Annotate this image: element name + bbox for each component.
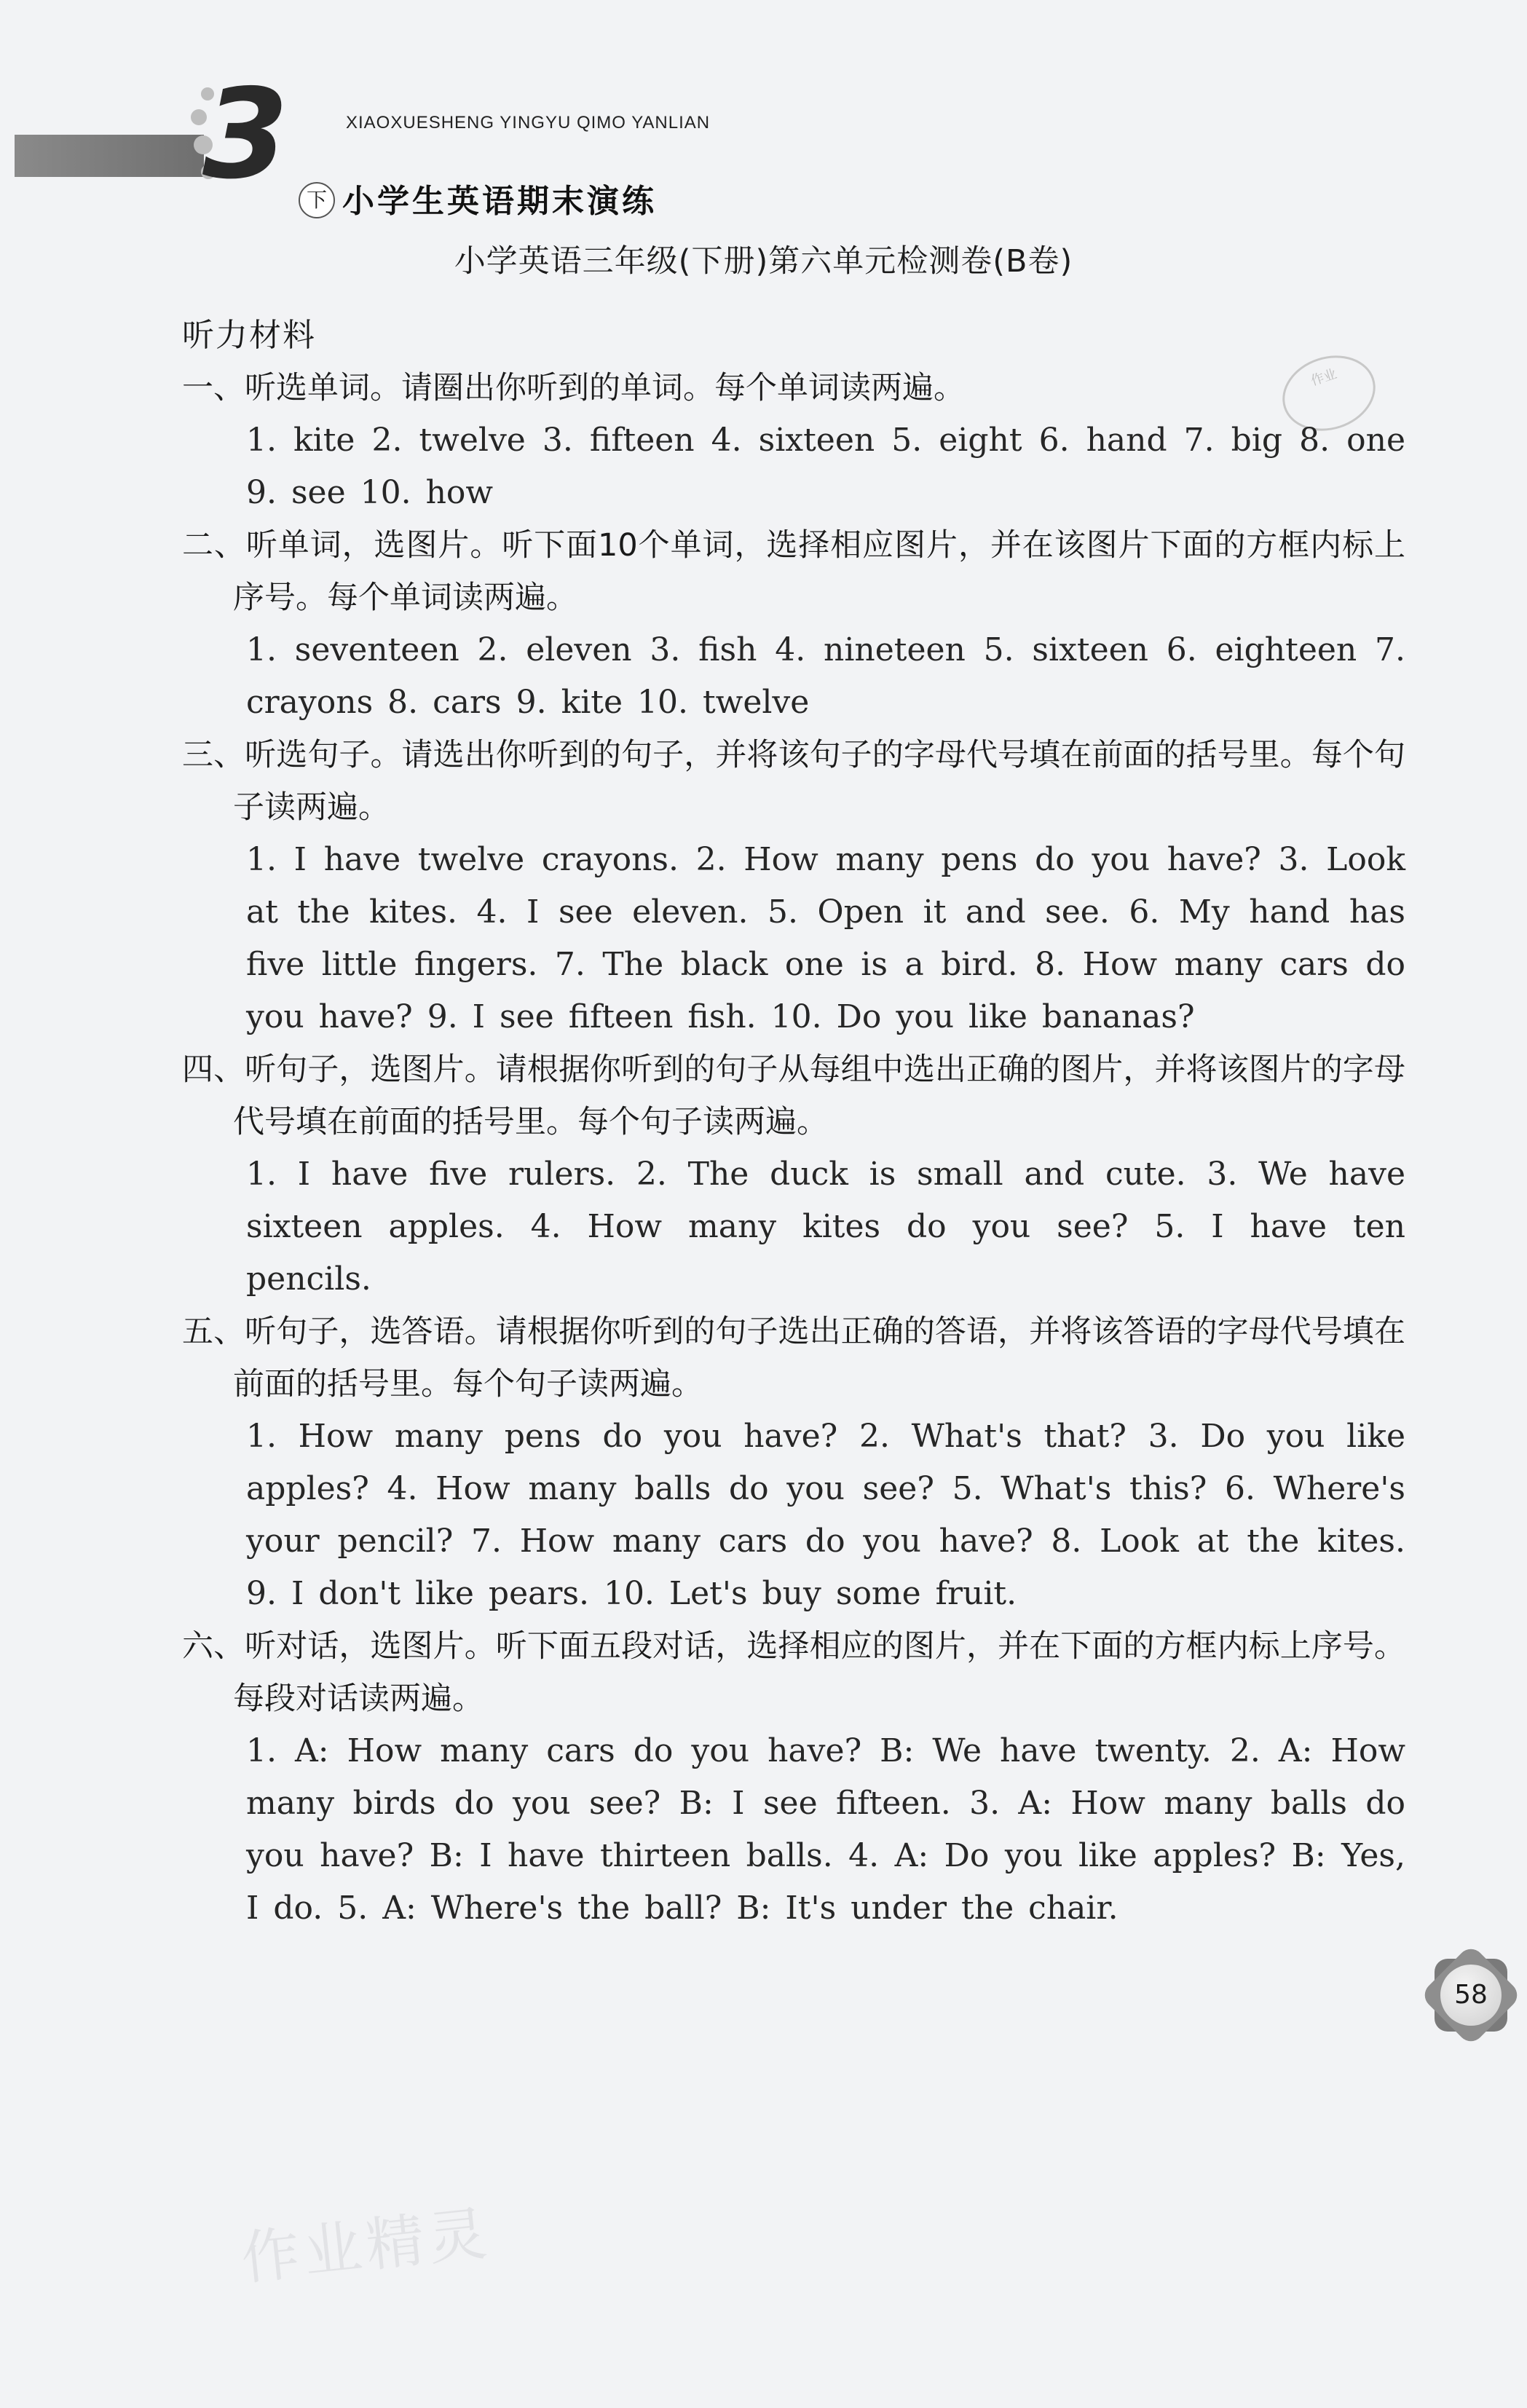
page-header [0, 44, 728, 220]
section-2-title: 二、听单词，选图片。听下面10个单词，选择相应图片，并在该图片下面的方框内标上序号。每个单词读两遍。 [182, 527, 1405, 616]
section-6-title: 六、听对话，选图片。听下面五段对话，选择相应的图片，并在下面的方框内标上序号。每段对话读两遍。 [182, 1628, 1405, 1717]
page-number-badge [1420, 1944, 1522, 2046]
section-4-body: 1. I have five rulers. 2. The duck is small and cute. 3. We have sixteen apples. 4. How many kites do you see? 5. I have ten pencils. [246, 1156, 1405, 1298]
section-5-body: 1. How many pens do you have? 2. What's that? 3. Do you like apples? 4. How many balls do you see? 5. What's this? 6. Where's your pencil? 7. How many cars do you have? 8. Look at the kites. 9. I don't like pears. 10. Let's buy some fruit. [246, 1418, 1405, 1612]
section-5-title: 五、听句子，选答语。请根据你听到的句子选出正确的答语，并将该答语的字母代号填在前面的括号里。每个句子读两遍。 [182, 1314, 1405, 1402]
section-2-body: 1. seventeen 2. eleven 3. fish 4. nineteen 5. sixteen 6. eighteen 7. crayons 8. cars 9. kite 10. twelve [246, 631, 1405, 721]
section-3-body: 1. I have twelve crayons. 2. How many pens do you have? 3. Look at the kites. 4. I see eleven. 5. Open it and see. 6. My hand has five little fingers. 7. The black one is a bird. 8. How many cars do you have? 9. I see fifteen fish. 10. Do you like bananas? [246, 841, 1405, 1035]
page-number: 58 [1440, 1965, 1502, 2026]
header-pinyin: XIAOXUESHENG YINGYU QIMO YANLIAN [346, 113, 711, 133]
section-3-title: 三、听选句子。请选出你听到的句子，并将该句子的字母代号填在前面的括号里。每个句子读两遍。 [182, 737, 1405, 826]
section-6-body: 1. A: How many cars do you have? B: We have twenty. 2. A: How many birds do you see? B: I see fifteen. 3. A: How many balls do you have? B: I have thirteen balls. 4. A: Do you like apples? B: Yes, I do. 5. A: Where's the ball? B: It's under the chair. [246, 1732, 1405, 1927]
header-title: 小学生英语期末演练 [342, 183, 657, 220]
header-bar [15, 135, 204, 177]
section-4-title: 四、听句子，选图片。请根据你听到的句子从每组中选出正确的图片，并将该图片的字母代号填在前面的括号里。每个句子读两遍。 [182, 1051, 1405, 1140]
stamp-text: 作业 [1309, 366, 1339, 390]
document-title: 小学英语三年级(下册)第六单元检测卷(B卷) [454, 243, 1073, 280]
watermark-text: 作业精灵 [237, 2199, 494, 2293]
section-heading: 听力材料 [182, 317, 316, 354]
section-1-body: 1. kite 2. twelve 3. fifteen 4. sixteen 5. eight 6. hand 7. big 8. one 9. see 10. how [246, 422, 1405, 511]
header-number: 3 [202, 63, 289, 207]
section-1-title: 一、听选单词。请圈出你听到的单词。每个单词读两遍。 [182, 370, 965, 406]
listening-material [182, 309, 1405, 1935]
header-volume-mark: 下 [299, 182, 335, 218]
